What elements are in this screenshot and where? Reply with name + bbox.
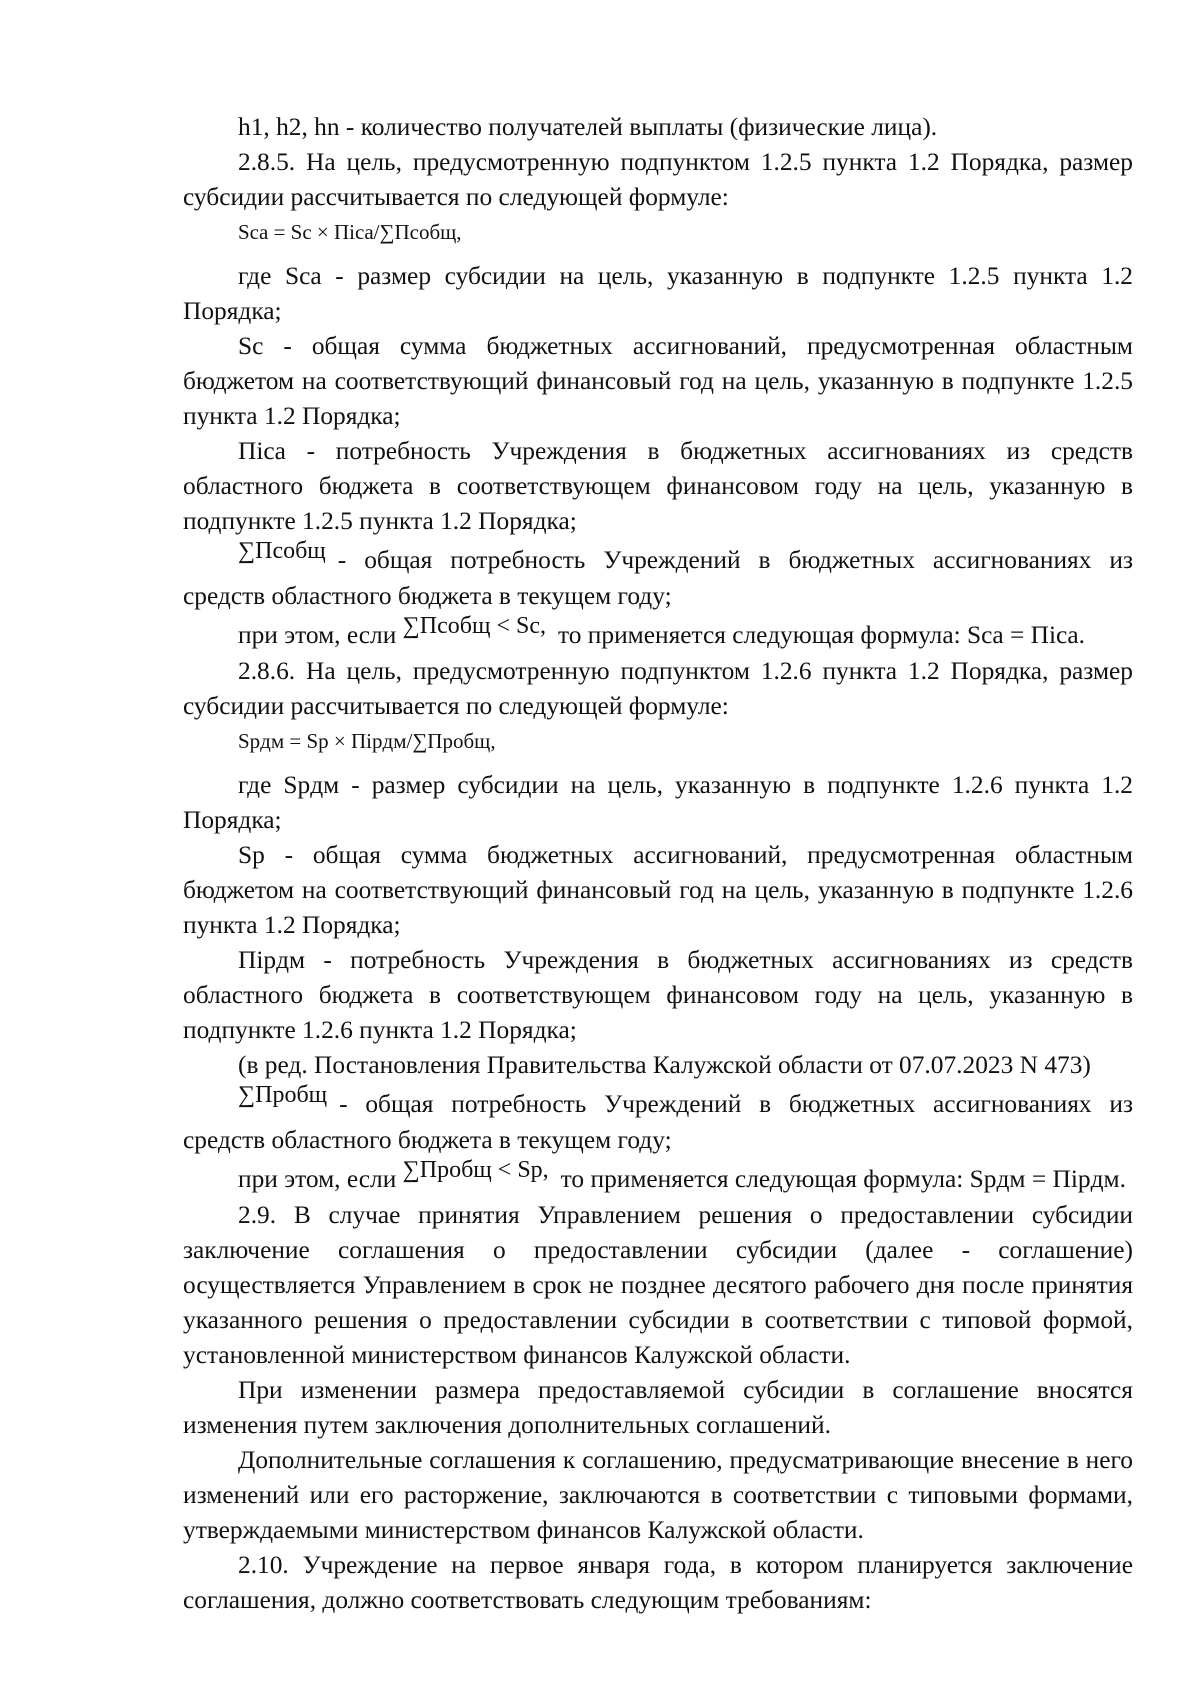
- paragraph-psobsh-definition: [183, 538, 1133, 614]
- condition-prefix: при этом, если: [238, 621, 397, 649]
- condition-prefix-2: при этом, если: [238, 1165, 397, 1193]
- formula-spdm: Spдм = Sp × Пipдм/∑Пробщ,: [238, 729, 496, 753]
- sum-psobsh-condition: ∑Псобщ < Sc,: [402, 613, 546, 639]
- paragraph-probsh-definition: [183, 1082, 1133, 1158]
- paragraph-amendment-note: (в ред. Постановления Правительства Калужской области от 07.07.2023 N 473): [238, 1051, 1091, 1079]
- condition-result-2: то применяется следующая формула: Spдм = Пipдм.: [560, 1165, 1126, 1193]
- paragraph-2-8-5: 2.8.5. На цель, предусмотренную подпунктом 1.2.5 пункта 1.2 Порядка, размер субсидии рассчитывается по следующей формуле:: [183, 148, 1133, 211]
- sum-psobsh-expression: ∑Псобщ: [238, 538, 326, 564]
- paragraph-pirdm-definition: Пipдм - потребность Учреждения в бюджетных ассигнованиях из средств областного бюджета в соответствующем финансовом году на цель, указанную в подпункте 1.2.6 пункта 1.2 Порядка;: [183, 946, 1133, 1044]
- formula-sca: Sca = Sc × Пica/∑Псобщ,: [238, 220, 462, 244]
- condition-result: то применяется следующая формула: Sca = Пica.: [557, 621, 1085, 649]
- paragraph-subsidy-change: При изменении размера предоставляемой субсидии в соглашение вносятся изменения путем заключения дополнительных соглашений.: [183, 1376, 1133, 1439]
- sum-probsh-expression: ∑Пробщ: [238, 1082, 328, 1108]
- paragraph-probsh-text: - общая потребность Учреждений в бюджетных ассигнованиях из средств областного бюджета в текущем году;: [183, 1090, 1133, 1154]
- paragraph-recipients: h1, h2, hn - количество получателей выплаты (физические лица).: [238, 113, 938, 141]
- paragraph-2-9: 2.9. В случае принятия Управлением решения о предоставлении субсидии заключение соглашения о предоставлении субсидии (далее - соглашение) осуществляется Управлением в срок не позднее десятого рабочего дня после принятия указанного решения о предоставлении субсидии в соответствии с типовой формой, установленной министерством финансов Калужской области.: [183, 1201, 1133, 1369]
- paragraph-sp-definition: Sp - общая сумма бюджетных ассигнований, предусмотренная областным бюджетом на соответствующий финансовый год на цель, указанную в подпункте 1.2.6 пункта 1.2 Порядка;: [183, 841, 1133, 939]
- sum-probsh-condition: ∑Пробщ < Sp,: [402, 1157, 549, 1183]
- paragraph-sc-definition: Sc - общая сумма бюджетных ассигнований, предусмотренная областным бюджетом на соответствующий финансовый год на цель, указанную в подпункте 1.2.5 пункта 1.2 Порядка;: [183, 332, 1133, 430]
- paragraph-pica-definition: Пica - потребность Учреждения в бюджетных ассигнованиях из средств областного бюджета в соответствующем финансовом году на цель, указанную в подпункте 1.2.5 пункта 1.2 Порядка;: [183, 437, 1133, 535]
- paragraph-2-10: 2.10. Учреждение на первое января года, в котором планируется заключение соглашения, должно соответствовать следующим требованиям:: [183, 1551, 1133, 1614]
- paragraph-spdm-condition: [183, 1157, 1133, 1198]
- paragraph-2-8-6: 2.8.6. На цель, предусмотренную подпунктом 1.2.6 пункта 1.2 Порядка, размер субсидии рассчитывается по следующей формуле:: [183, 657, 1133, 720]
- paragraph-psobsh-text: - общая потребность Учреждений в бюджетных ассигнованиях из средств областного бюджета в текущем году;: [183, 546, 1133, 610]
- paragraph-sca-definition: где Sca - размер субсидии на цель, указанную в подпункте 1.2.5 пункта 1.2 Порядка;: [183, 262, 1133, 325]
- paragraph-sca-condition: [183, 613, 1133, 654]
- paragraph-additional-agreements: Дополнительные соглашения к соглашению, предусматривающие внесение в него изменений или его расторжение, заключаются в соответствии с типовыми формами, утверждаемыми министерством финансов Калужской области.: [183, 1446, 1133, 1544]
- paragraph-spdm-definition: где Spдм - размер субсидии на цель, указанную в подпункте 1.2.6 пункта 1.2 Порядка;: [183, 771, 1133, 834]
- document-body: [183, 110, 1133, 1618]
